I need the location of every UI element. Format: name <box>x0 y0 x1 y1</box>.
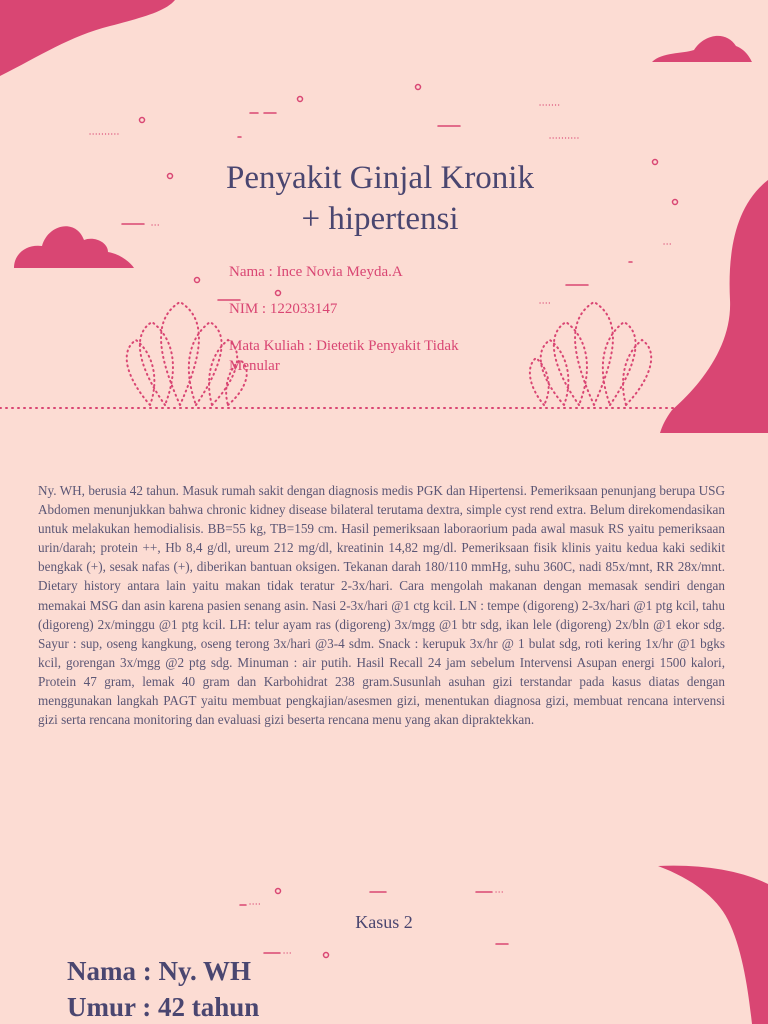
case-header-slide <box>0 838 768 1024</box>
corner-blob-top-left <box>0 0 175 76</box>
title-slide <box>0 0 768 433</box>
student-name: Nama : Ince Novia Meyda.A <box>229 264 403 280</box>
student-nim: NIM : 122033147 <box>229 301 338 317</box>
case-label: Kasus 2 <box>355 912 413 932</box>
cloud-left <box>14 226 134 268</box>
cloud-top-right <box>652 36 752 62</box>
case-description: Ny. WH, berusia 42 tahun. Masuk rumah sakit dengan diagnosis medis PGK dan Hipertensi. Pemeriksaan penunjang berupa USG Abdomen menunjukkan bahwa chronic kidney disease bilateral terutama dextra, simple cyst rend extra. Belum direkomendasikan untuk melakukan hemodialisis. BB=55 kg, TB=159 cm. Hasil pemeriksaan laboraorium pada awal masuk RS yaitu pemeriksaan urin/darah; protein ++, Hb 8,4 g/dl, ureum 212 mg/dl, kreatinin 14,82 mg/dl. Pemeriksaan fisik klinis yaitu kedua kaki sedikit bengkak (+), sesak nafas (+), diberikan bantuan oksigen. Tekanan darah 180/110 mmHg, suhu 360C, nadi 85x/mnt, RR 28x/mnt. Dietary history antara lain yaitu makan tidak teratur 2-3x/hari. Cara mengolah makanan dengan memasak sendiri dengan memakai MSG dan asin karena pasien senang asin. Nasi 2-3x/hari @1 ctg kcil. LN : tempe (digoreng) 2-3x/hari @1 ptg kcil, tahu (digoreng) 2x/minggu @1 ptg kcil. LH: telur ayam ras (digoreng) 3x/mgg @1 btr sdg, ikan lele (digoreng) 2x/bln @1 ekor sdg. Sayur : sup, oseng kangkung, oseng terong 3x/hari @3-4 sdm. Snack : kerupuk 3x/hr @ 1 bulat sdg, roti kering 1x/hr @1 bgks kcil, gorengan 3x/mgg @2 ptg sdg. Minuman : air putih. Hasil Recall 24 jam sebelum Intervensi Asupan energi 1500 kalori, Protein 47 gram, lemak 40 gram dan Karbohidrat 238 gram.Susunlah asuhan gizi terstandar pada kasus diatas dengan menggunakan langkah PAGT yaitu membuat pengkajian/asesmen gizi, menentukan diagnosa gizi, membuat rencana intervensi gizi serta rencana monitoring dan evaluasi gizi beserta rencana menu yang akan dipraktekkan. <box>38 483 725 728</box>
patient-name: Nama : Ny. WH <box>67 956 252 986</box>
case-text-slide <box>0 433 768 838</box>
course-line-2: Menular <box>229 358 280 374</box>
course-name <box>229 336 459 376</box>
page-title <box>160 158 600 240</box>
patient-age: Umur : 42 tahun <box>67 992 260 1022</box>
course-line-1: Mata Kuliah : Dietetik Penyakit Tidak <box>229 338 459 354</box>
title-line-2: + hipertensi <box>301 201 459 237</box>
title-line-1: Penyakit Ginjal Kronik <box>226 160 534 196</box>
corner-blob-right <box>660 180 768 433</box>
corner-blob-right-bottom <box>658 866 768 1024</box>
dotted-plant-right <box>530 302 651 405</box>
